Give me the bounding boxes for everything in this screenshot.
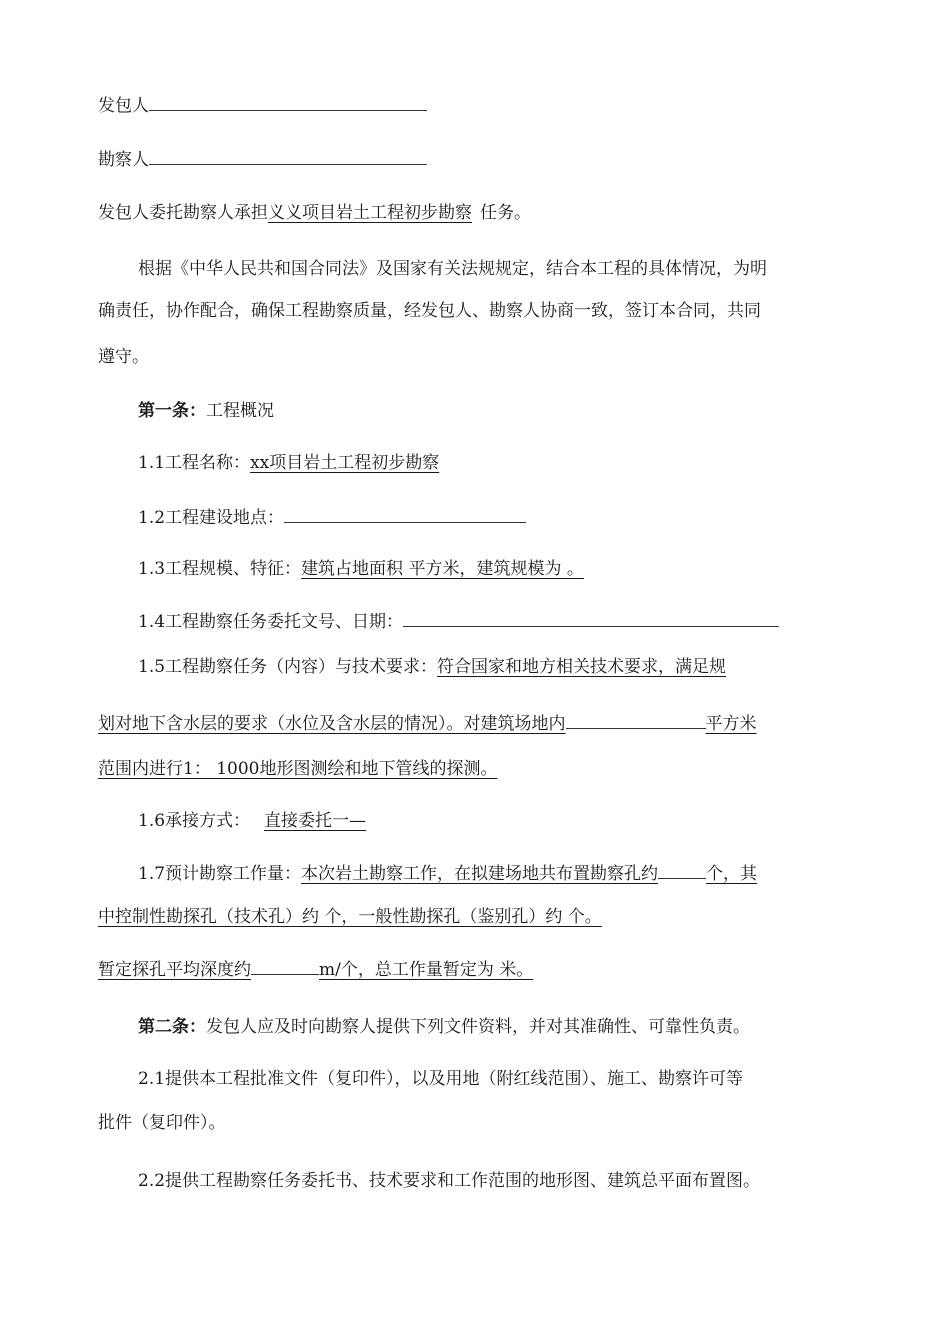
item-1-3 bbox=[138, 558, 584, 580]
item-1-4 bbox=[138, 610, 779, 633]
article2-number: 第二条： bbox=[138, 1017, 206, 1037]
item-1-2-blank bbox=[284, 506, 526, 523]
preamble-line-3: 遵守。 bbox=[98, 347, 149, 367]
item-1-1-value: xx项目岩土工程初步勘察 bbox=[250, 453, 440, 473]
item-2-2-line-1: 2.2提供工程勘察任务委托书、技术要求和工作范围的地形图、建筑总平面布置图。 bbox=[138, 1171, 761, 1191]
item-1-5-line-3 bbox=[98, 758, 497, 780]
item-1-7-value-1b: 个，其 bbox=[706, 864, 758, 884]
item-1-5-line-2 bbox=[98, 712, 757, 735]
item-1-2 bbox=[138, 506, 526, 529]
item-1-5-value-2b: 平方米 bbox=[705, 714, 757, 734]
intro-suffix: 任务。 bbox=[480, 203, 531, 223]
item-1-7-blank-1 bbox=[658, 862, 706, 879]
article1-title bbox=[138, 400, 274, 422]
item-1-7-value-3a: 暂定探孔平均深度约 bbox=[98, 960, 251, 980]
surveyor-label: 勘察人 bbox=[98, 150, 149, 170]
item-2-1-line-1: 2.1提供本工程批准文件（复印件），以及用地（附红线范围）、施工、勘察许可等 bbox=[138, 1069, 744, 1089]
item-1-5-value-2a: 划对地下含水层的要求（水位及含水层的情况）。对建筑场地内 bbox=[98, 714, 566, 734]
item-1-4-label: 1.4工程勘察任务委托文号、日期： bbox=[138, 612, 404, 632]
article2-title bbox=[138, 1016, 750, 1038]
item-1-7-value-1a: 本次岩土勘察工作，在拟建场地共布置勘察孔约 bbox=[301, 864, 659, 884]
item-1-5-label: 1.5工程勘察任务（内容）与技术要求： bbox=[138, 657, 438, 677]
article2-heading: 发包人应及时向勘察人提供下列文件资料，并对其准确性、可靠性负责。 bbox=[206, 1017, 750, 1037]
item-1-7-value-2: 中控制性勘探孔（技术孔）约 个，一般性勘探孔（鉴别孔）约 个。 bbox=[98, 907, 602, 927]
item-1-6 bbox=[138, 810, 366, 832]
item-1-7-line-3 bbox=[98, 958, 533, 981]
employer-label: 发包人 bbox=[98, 96, 149, 116]
item-1-4-blank bbox=[403, 610, 779, 627]
surveyor-line bbox=[98, 148, 427, 171]
article1-heading: 工程概况 bbox=[206, 401, 274, 421]
item-1-6-value: 直接委托一— bbox=[264, 811, 367, 831]
item-1-2-label: 1.2工程建设地点： bbox=[138, 508, 285, 528]
item-1-7-line-2 bbox=[98, 906, 602, 928]
article1-number: 第一条： bbox=[138, 401, 206, 421]
item-1-3-value: 建筑占地面积 平方米，建筑规模为 。 bbox=[301, 559, 584, 579]
item-1-7-blank-2 bbox=[251, 958, 319, 975]
item-1-7 bbox=[138, 862, 757, 885]
item-1-1-label: 1.1工程名称： bbox=[138, 453, 251, 473]
item-1-7-label: 1.7预计勘察工作量： bbox=[138, 864, 302, 884]
item-1-5-value-3: 范围内进行1： 1000地形图测绘和地下管线的探测。 bbox=[98, 759, 498, 779]
preamble-line-1: 根据《中华人民共和国合同法》及国家有关法规规定，结合本工程的具体情况，为明 bbox=[138, 259, 767, 279]
employer-line bbox=[98, 94, 427, 117]
intro-project: 义义项目岩土工程初步勘察 bbox=[268, 203, 472, 223]
item-1-3-label: 1.3工程规模、特征： bbox=[138, 559, 302, 579]
item-1-5-value-1: 符合国家和地方相关技术要求，满足规 bbox=[437, 657, 727, 677]
employer-blank bbox=[149, 94, 427, 111]
item-1-5-blank bbox=[566, 712, 706, 729]
item-1-7-value-3b: m/个，总工作量暂定为 米。 bbox=[319, 960, 534, 980]
surveyor-blank bbox=[149, 148, 427, 165]
item-1-1 bbox=[138, 452, 439, 474]
item-1-6-label: 1.6承接方式： bbox=[138, 811, 251, 831]
intro-prefix: 发包人委托勘察人承担 bbox=[98, 203, 268, 223]
intro-line bbox=[98, 202, 531, 224]
item-1-5 bbox=[138, 656, 726, 678]
preamble-line-2: 确责任，协作配合，确保工程勘察质量，经发包人、勘察人协商一致，签订本合同，共同 bbox=[98, 301, 761, 321]
item-2-1-line-2: 批件（复印件）。 bbox=[98, 1113, 226, 1133]
